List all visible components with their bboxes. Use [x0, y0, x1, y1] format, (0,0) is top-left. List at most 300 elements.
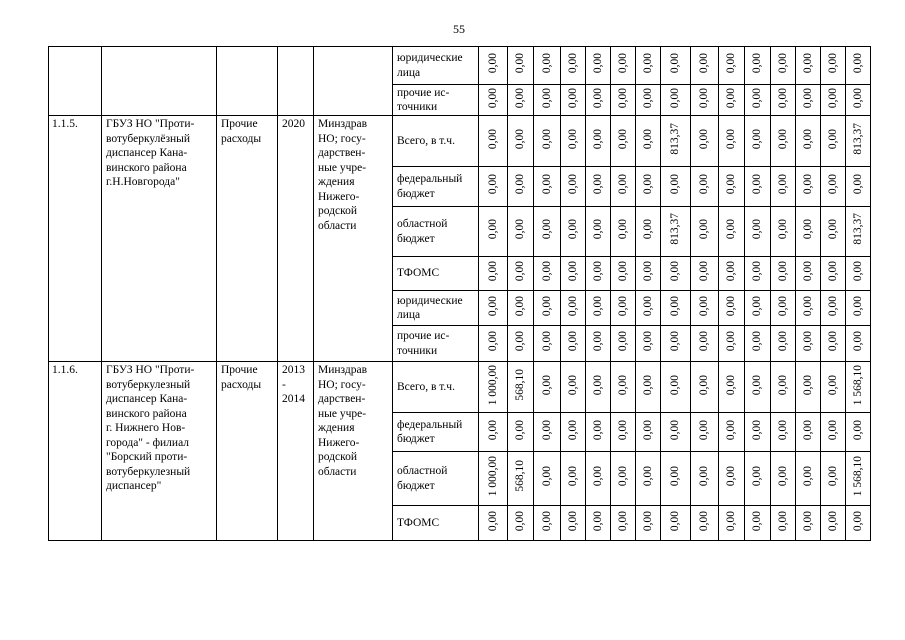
value-cell	[771, 47, 796, 85]
value-cell	[846, 291, 871, 326]
value-text: 0,00	[669, 87, 682, 108]
value-cell	[719, 47, 745, 85]
value-cell	[611, 257, 636, 291]
value-text: 0,00	[725, 87, 738, 108]
value-text: 0,00	[698, 174, 711, 195]
value-text: 0,00	[566, 128, 579, 149]
value-text: 0,00	[826, 510, 839, 531]
value-text: 0,00	[486, 331, 499, 352]
value-text: 0,00	[698, 419, 711, 440]
value-cell	[611, 47, 636, 85]
value-text: 0,00	[801, 219, 814, 240]
value-cell	[561, 167, 586, 207]
value-text: 0,00	[641, 331, 654, 352]
value-cell	[661, 291, 691, 326]
value-text: 0,00	[698, 87, 711, 108]
value-text: 0,00	[826, 419, 839, 440]
value-cell	[479, 85, 508, 116]
value-text: 0,00	[591, 87, 604, 108]
value-text: 0,00	[776, 128, 789, 149]
value-cell	[508, 47, 534, 85]
budget-table	[48, 46, 871, 541]
value-text: 0,00	[591, 331, 604, 352]
value-text: 1 000,00	[486, 456, 499, 497]
value-cell	[719, 413, 745, 452]
value-cell	[586, 167, 611, 207]
value-cell	[479, 291, 508, 326]
value-cell	[719, 207, 745, 257]
value-cell	[771, 257, 796, 291]
value-text: 0,00	[801, 331, 814, 352]
value-text: 0,00	[826, 219, 839, 240]
value-cell	[691, 116, 719, 167]
value-text: 0,00	[751, 219, 764, 240]
value-cell	[661, 506, 691, 541]
value-text: 0,00	[698, 374, 711, 395]
expense-type	[217, 47, 278, 116]
value-cell	[796, 47, 821, 85]
value-text: 0,00	[776, 53, 789, 74]
value-text: 0,00	[591, 128, 604, 149]
value-text: 0,00	[540, 128, 553, 149]
value-cell	[796, 207, 821, 257]
value-cell	[636, 452, 661, 506]
value-cell	[719, 506, 745, 541]
value-text: 0,00	[540, 510, 553, 531]
value-text: 0,00	[725, 331, 738, 352]
value-text: 0,00	[801, 295, 814, 316]
value-cell	[561, 207, 586, 257]
value-cell	[479, 413, 508, 452]
value-cell	[586, 413, 611, 452]
item-number: 1.1.5.	[49, 116, 102, 362]
value-text: 0,00	[751, 128, 764, 149]
value-cell	[796, 362, 821, 413]
value-cell	[479, 257, 508, 291]
value-text: 0,00	[698, 331, 711, 352]
value-cell	[508, 452, 534, 506]
value-text: 0,00	[616, 261, 629, 282]
value-text: 0,00	[801, 510, 814, 531]
value-text: 0,00	[801, 419, 814, 440]
value-text: 0,00	[566, 466, 579, 487]
value-text: 0,00	[591, 374, 604, 395]
value-text: 0,00	[540, 53, 553, 74]
item-description: ГБУЗ НО "Проти- вотуберкулезный диспансер Кана- винского района г. Нижнего Нов- города" - филиал "Борский проти- вотуберкулезный диспансер"	[102, 362, 217, 541]
value-cell	[745, 85, 771, 116]
value-text: 0,00	[826, 128, 839, 149]
value-text: 0,00	[514, 510, 527, 531]
value-cell	[745, 291, 771, 326]
value-cell	[846, 47, 871, 85]
value-text: 0,00	[641, 510, 654, 531]
executor: Минздрав НО; госу- дарствен- ные учре- ждения Нижего- родской области	[314, 362, 393, 541]
value-text: 0,00	[566, 295, 579, 316]
value-cell	[534, 506, 561, 541]
value-cell	[691, 85, 719, 116]
value-cell	[611, 452, 636, 506]
value-text: 0,00	[486, 295, 499, 316]
value-text: 0,00	[566, 331, 579, 352]
value-cell	[534, 116, 561, 167]
value-text: 0,00	[514, 53, 527, 74]
value-text: 0,00	[776, 174, 789, 195]
value-cell	[534, 207, 561, 257]
value-text: 0,00	[616, 128, 629, 149]
value-text: 0,00	[641, 466, 654, 487]
table-body	[49, 47, 871, 541]
value-cell	[821, 291, 846, 326]
value-text: 0,00	[641, 53, 654, 74]
value-text: 0,00	[751, 374, 764, 395]
value-text: 0,00	[591, 261, 604, 282]
value-cell	[661, 47, 691, 85]
value-text: 0,00	[540, 466, 553, 487]
value-text: 0,00	[725, 374, 738, 395]
value-text: 0,00	[776, 331, 789, 352]
value-cell	[796, 167, 821, 207]
value-cell	[636, 362, 661, 413]
value-text: 1 568,10	[851, 456, 864, 497]
value-cell	[508, 413, 534, 452]
year: 2020	[278, 116, 314, 362]
value-cell	[661, 362, 691, 413]
value-text: 0,00	[591, 295, 604, 316]
value-cell	[821, 167, 846, 207]
value-cell	[611, 413, 636, 452]
value-text: 0,00	[566, 174, 579, 195]
value-text: 0,00	[725, 510, 738, 531]
value-text: 0,00	[725, 261, 738, 282]
value-text: 0,00	[616, 374, 629, 395]
value-text: 0,00	[566, 419, 579, 440]
value-cell	[796, 452, 821, 506]
value-text: 0,00	[776, 374, 789, 395]
value-text: 0,00	[751, 419, 764, 440]
value-text: 0,00	[698, 219, 711, 240]
value-text: 0,00	[698, 261, 711, 282]
value-text: 0,00	[591, 419, 604, 440]
value-cell	[586, 207, 611, 257]
value-text: 0,00	[641, 261, 654, 282]
value-cell	[586, 326, 611, 362]
value-cell	[745, 167, 771, 207]
value-cell	[719, 257, 745, 291]
value-cell	[719, 167, 745, 207]
value-text: 0,00	[851, 295, 864, 316]
value-cell	[661, 207, 691, 257]
value-text: 0,00	[725, 466, 738, 487]
value-text: 0,00	[801, 87, 814, 108]
value-text: 0,00	[514, 174, 527, 195]
value-cell	[796, 291, 821, 326]
value-cell	[479, 167, 508, 207]
value-cell	[821, 207, 846, 257]
value-cell	[846, 167, 871, 207]
value-text: 0,00	[698, 53, 711, 74]
value-text: 0,00	[669, 331, 682, 352]
value-cell	[691, 257, 719, 291]
value-cell	[745, 116, 771, 167]
value-text: 0,00	[616, 510, 629, 531]
value-text: 0,00	[566, 53, 579, 74]
value-cell	[636, 167, 661, 207]
value-text: 0,00	[698, 295, 711, 316]
value-text: 0,00	[616, 174, 629, 195]
value-cell	[846, 207, 871, 257]
value-cell	[508, 362, 534, 413]
value-text: 813,37	[851, 122, 864, 155]
value-text: 0,00	[514, 219, 527, 240]
value-text: 0,00	[566, 510, 579, 531]
value-text: 0,00	[591, 53, 604, 74]
value-cell	[508, 167, 534, 207]
value-cell	[846, 452, 871, 506]
value-text: 0,00	[826, 174, 839, 195]
value-text: 0,00	[751, 174, 764, 195]
value-text: 813,37	[851, 213, 864, 246]
value-text: 0,00	[616, 419, 629, 440]
value-cell	[611, 362, 636, 413]
value-cell	[719, 326, 745, 362]
item-number	[49, 47, 102, 116]
value-text: 0,00	[826, 374, 839, 395]
value-text: 0,00	[514, 128, 527, 149]
item-description	[102, 47, 217, 116]
value-text: 0,00	[486, 87, 499, 108]
value-cell	[691, 291, 719, 326]
funding-source: федеральный бюджет	[393, 167, 479, 207]
value-cell	[636, 506, 661, 541]
item-number: 1.1.6.	[49, 362, 102, 541]
value-text: 0,00	[669, 466, 682, 487]
value-text: 0,00	[669, 419, 682, 440]
value-cell	[479, 116, 508, 167]
value-cell	[691, 362, 719, 413]
funding-source: юридические лица	[393, 291, 479, 326]
value-text: 0,00	[514, 295, 527, 316]
funding-source: Всего, в т.ч.	[393, 362, 479, 413]
value-cell	[561, 291, 586, 326]
value-cell	[846, 257, 871, 291]
value-text: 0,00	[751, 53, 764, 74]
value-text: 0,00	[751, 295, 764, 316]
value-cell	[719, 85, 745, 116]
value-cell	[846, 362, 871, 413]
value-text: 0,00	[641, 374, 654, 395]
funding-source: юридические лица	[393, 47, 479, 85]
value-cell	[691, 207, 719, 257]
value-text: 0,00	[540, 87, 553, 108]
value-text: 0,00	[851, 53, 864, 74]
value-text: 0,00	[641, 128, 654, 149]
value-text: 0,00	[486, 219, 499, 240]
year: 2013 - 2014	[278, 362, 314, 541]
value-cell	[771, 362, 796, 413]
value-cell	[508, 85, 534, 116]
value-cell	[586, 116, 611, 167]
value-text: 0,00	[826, 261, 839, 282]
value-cell	[479, 506, 508, 541]
value-text: 1 000,00	[486, 364, 499, 405]
value-text: 0,00	[725, 53, 738, 74]
value-cell	[796, 257, 821, 291]
value-cell	[745, 257, 771, 291]
expense-type: Прочие расходы	[217, 116, 278, 362]
item-description: ГБУЗ НО "Проти- вотуберкулёзный диспансер Кана- винского района г.Н.Новгорода"	[102, 116, 217, 362]
value-text: 0,00	[669, 174, 682, 195]
value-cell	[586, 257, 611, 291]
page-number: 55	[453, 22, 465, 36]
value-cell	[661, 452, 691, 506]
value-text: 0,00	[566, 87, 579, 108]
value-cell	[636, 413, 661, 452]
value-cell	[719, 116, 745, 167]
value-text: 0,00	[566, 219, 579, 240]
value-cell	[561, 506, 586, 541]
value-text: 0,00	[641, 295, 654, 316]
value-text: 0,00	[801, 128, 814, 149]
value-text: 0,00	[641, 87, 654, 108]
value-text: 0,00	[851, 261, 864, 282]
value-cell	[821, 85, 846, 116]
value-text: 0,00	[801, 466, 814, 487]
value-text: 0,00	[591, 510, 604, 531]
value-cell	[719, 452, 745, 506]
executor	[314, 47, 393, 116]
value-text: 0,00	[486, 53, 499, 74]
value-text: 0,00	[826, 87, 839, 108]
value-text: 0,00	[776, 261, 789, 282]
value-text: 0,00	[776, 87, 789, 108]
value-cell	[745, 452, 771, 506]
value-text: 568,10	[514, 368, 527, 401]
value-cell	[636, 47, 661, 85]
value-cell	[534, 362, 561, 413]
value-cell	[691, 47, 719, 85]
value-cell	[821, 362, 846, 413]
value-cell	[796, 85, 821, 116]
value-cell	[745, 413, 771, 452]
value-text: 0,00	[641, 419, 654, 440]
value-cell	[508, 116, 534, 167]
value-cell	[796, 506, 821, 541]
value-cell	[771, 413, 796, 452]
value-cell	[561, 116, 586, 167]
value-text: 813,37	[669, 122, 682, 155]
value-cell	[691, 506, 719, 541]
value-text: 0,00	[591, 219, 604, 240]
table-row	[49, 362, 871, 413]
value-text: 0,00	[514, 419, 527, 440]
funding-source: федеральный бюджет	[393, 413, 479, 452]
value-cell	[479, 326, 508, 362]
value-text: 0,00	[698, 510, 711, 531]
value-text: 0,00	[801, 53, 814, 74]
year	[278, 47, 314, 116]
value-cell	[586, 85, 611, 116]
value-text: 0,00	[669, 261, 682, 282]
value-text: 0,00	[616, 219, 629, 240]
value-text: 0,00	[851, 87, 864, 108]
value-text: 0,00	[751, 87, 764, 108]
value-cell	[611, 167, 636, 207]
value-cell	[611, 85, 636, 116]
value-text: 0,00	[751, 466, 764, 487]
value-cell	[508, 257, 534, 291]
value-cell	[821, 413, 846, 452]
funding-source: Всего, в т.ч.	[393, 116, 479, 167]
value-text: 0,00	[616, 53, 629, 74]
value-cell	[636, 116, 661, 167]
value-text: 0,00	[851, 419, 864, 440]
value-cell	[561, 47, 586, 85]
value-text: 0,00	[725, 295, 738, 316]
value-text: 0,00	[514, 87, 527, 108]
value-text: 0,00	[801, 374, 814, 395]
expense-type: Прочие расходы	[217, 362, 278, 541]
value-cell	[821, 506, 846, 541]
value-cell	[691, 326, 719, 362]
value-text: 568,10	[514, 460, 527, 493]
funding-source: ТФОМС	[393, 506, 479, 541]
value-cell	[821, 116, 846, 167]
value-cell	[561, 452, 586, 506]
value-cell	[821, 326, 846, 362]
funding-source: областной бюджет	[393, 207, 479, 257]
value-cell	[661, 326, 691, 362]
value-cell	[846, 413, 871, 452]
value-text: 0,00	[826, 331, 839, 352]
value-text: 0,00	[851, 510, 864, 531]
value-text: 0,00	[725, 219, 738, 240]
value-text: 0,00	[776, 295, 789, 316]
value-text: 0,00	[801, 174, 814, 195]
value-cell	[508, 291, 534, 326]
value-text: 0,00	[776, 510, 789, 531]
value-text: 0,00	[826, 295, 839, 316]
value-cell	[771, 167, 796, 207]
value-cell	[745, 47, 771, 85]
value-cell	[561, 257, 586, 291]
value-text: 0,00	[698, 466, 711, 487]
funding-source: прочие ис- точники	[393, 85, 479, 116]
value-text: 0,00	[566, 261, 579, 282]
value-cell	[661, 257, 691, 291]
value-cell	[508, 506, 534, 541]
value-cell	[771, 207, 796, 257]
value-cell	[561, 85, 586, 116]
value-text: 0,00	[514, 331, 527, 352]
value-text: 0,00	[801, 261, 814, 282]
value-text: 0,00	[616, 331, 629, 352]
value-cell	[745, 207, 771, 257]
value-text: 0,00	[641, 174, 654, 195]
value-cell	[846, 116, 871, 167]
value-text: 0,00	[486, 174, 499, 195]
value-cell	[534, 47, 561, 85]
value-text: 0,00	[540, 295, 553, 316]
value-text: 0,00	[776, 466, 789, 487]
value-text: 0,00	[669, 295, 682, 316]
value-cell	[636, 291, 661, 326]
value-text: 0,00	[591, 174, 604, 195]
value-text: 0,00	[776, 219, 789, 240]
value-cell	[796, 413, 821, 452]
value-cell	[661, 85, 691, 116]
value-text: 0,00	[725, 174, 738, 195]
value-cell	[821, 47, 846, 85]
